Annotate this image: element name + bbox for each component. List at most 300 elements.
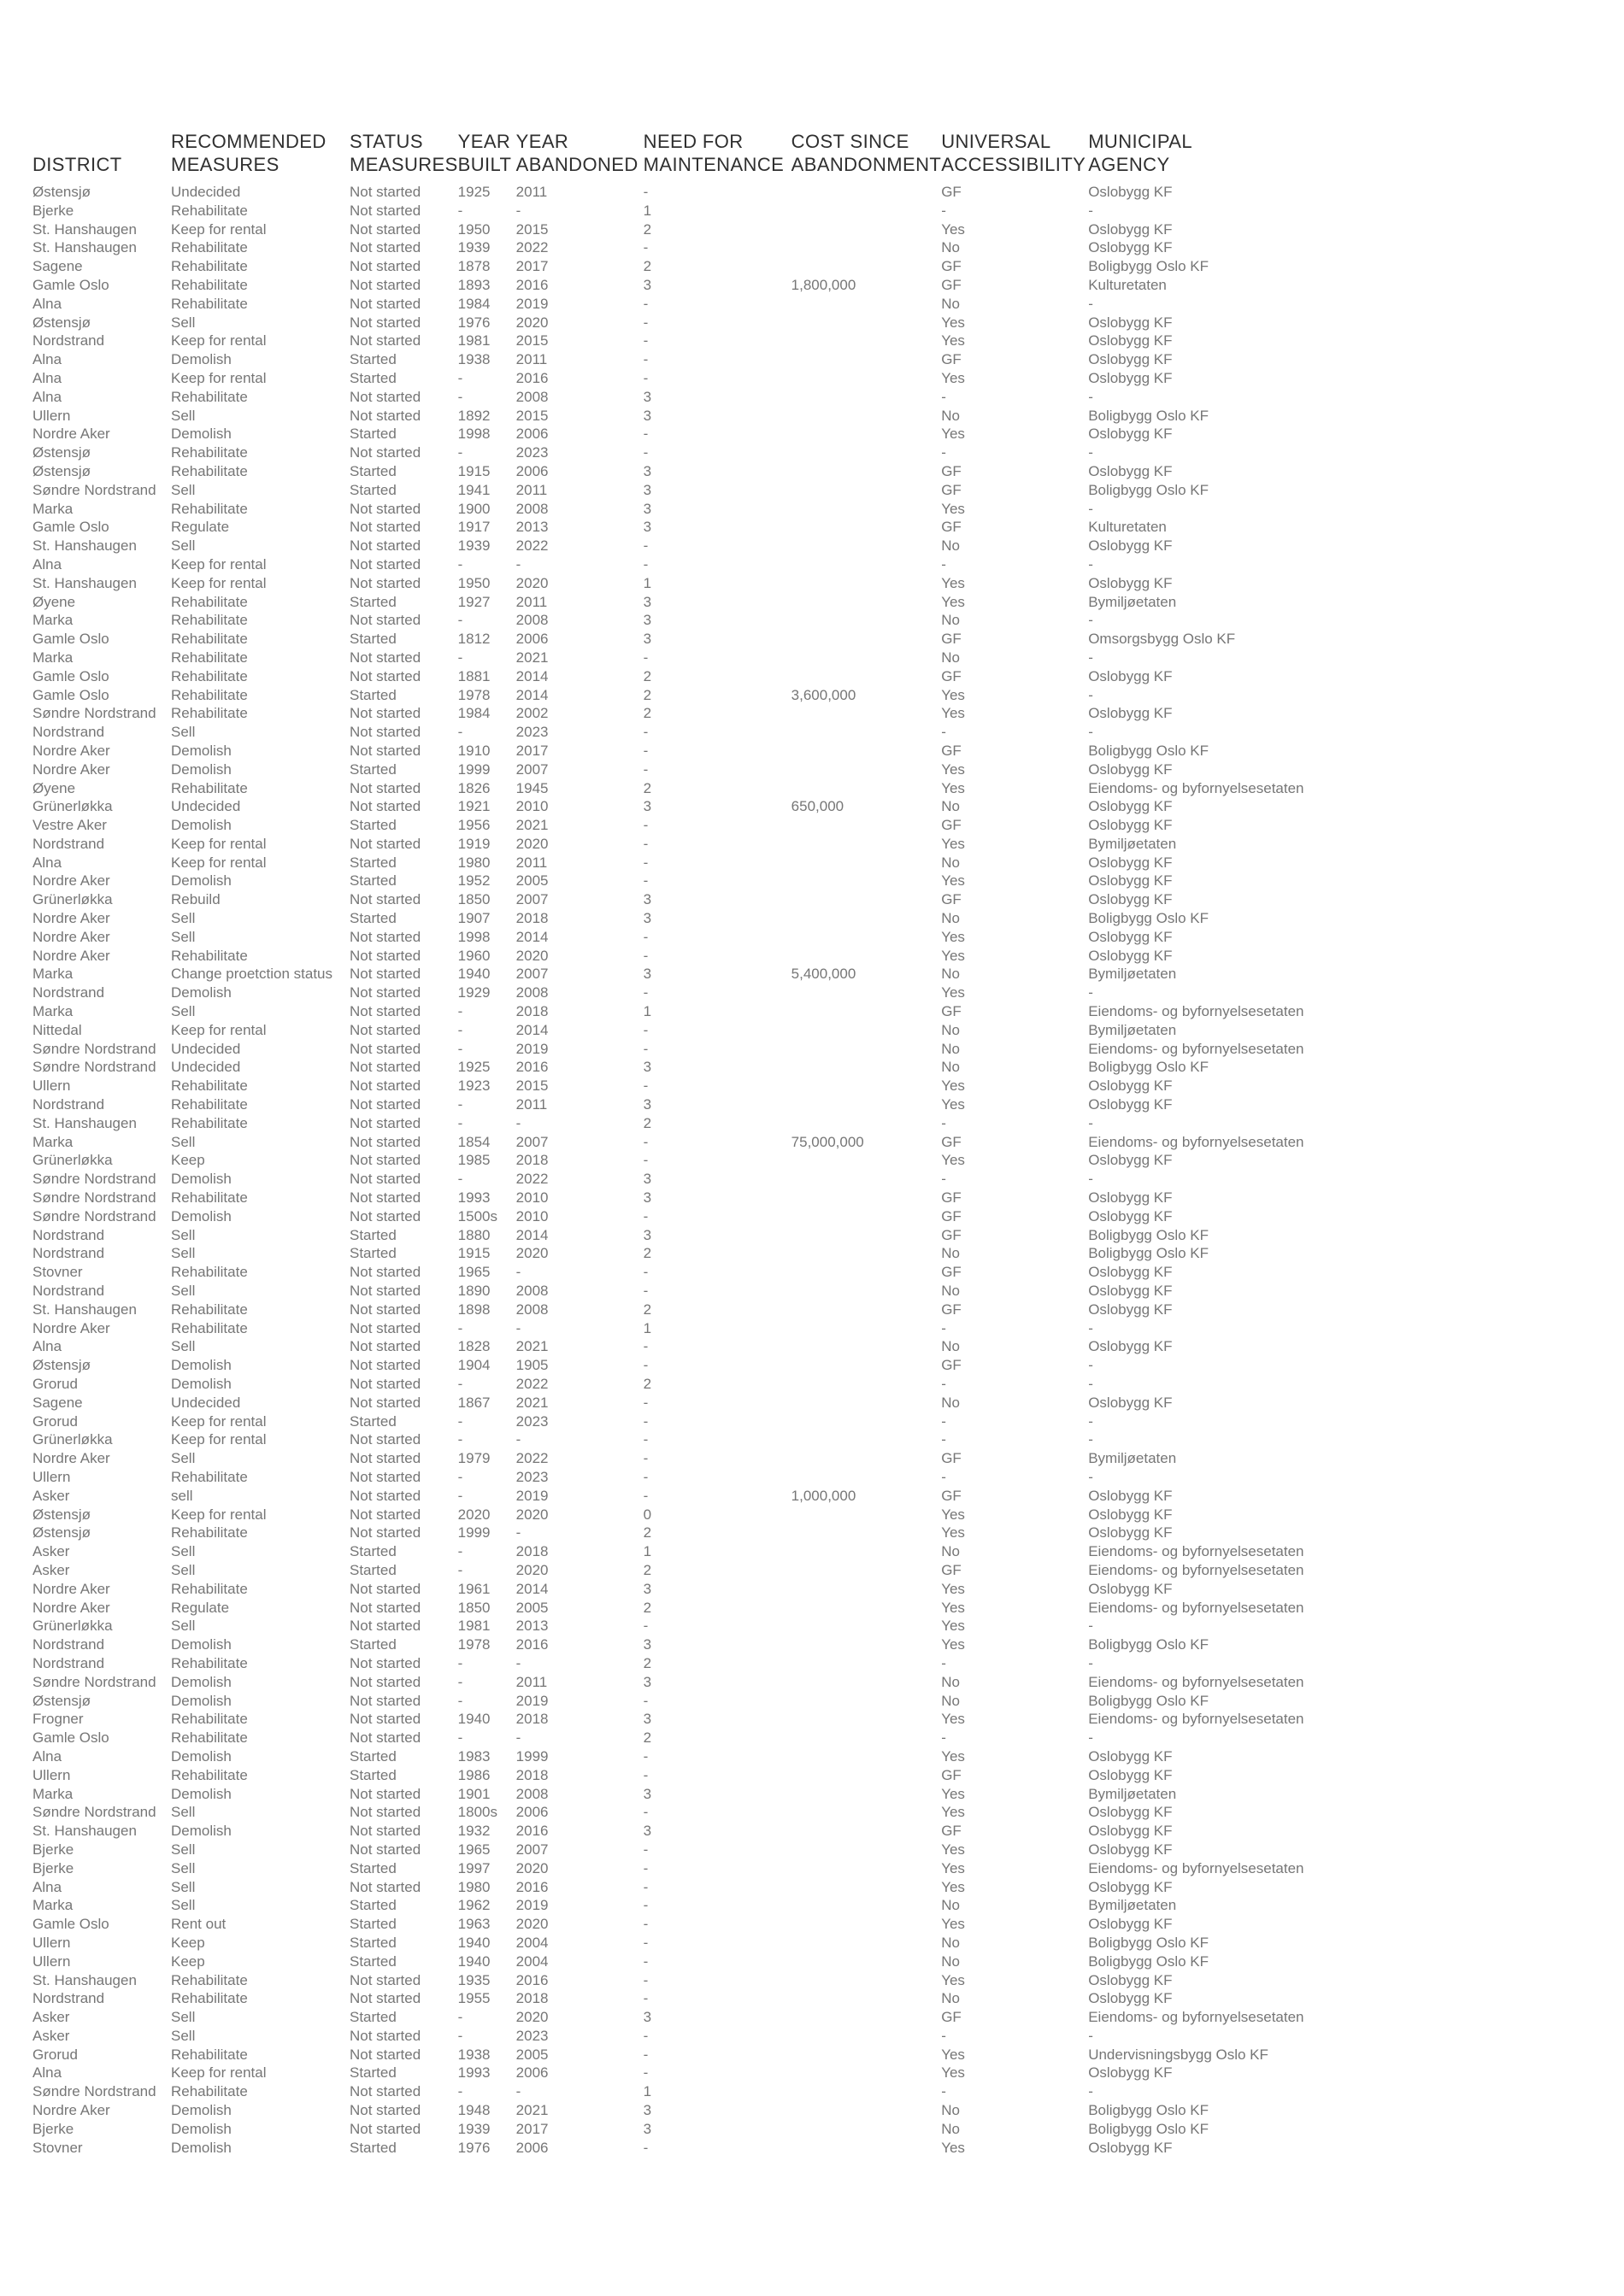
cell-municipal-agency: Oslobygg KF	[1088, 2064, 1173, 2082]
table-row	[32, 1915, 1345, 1934]
cell-cost-since-abandonment	[791, 537, 942, 555]
cell-municipal-agency: Oslobygg KF	[1088, 760, 1173, 778]
cell-need-for-maintenance: -	[643, 1841, 649, 1858]
cell-status-measures: Not started	[350, 1319, 421, 1336]
cell-recommended-measures: Rehabilitate	[171, 1711, 248, 1728]
table-row	[32, 350, 1345, 369]
cell-district: Nordre Aker	[32, 1580, 110, 1597]
cell-recommended-measures: Rehabilitate	[171, 295, 248, 312]
cell-municipal-agency: -	[1088, 202, 1093, 219]
cell-status-measures: Not started	[350, 1524, 421, 1541]
cell-year-abandoned: -	[515, 1319, 521, 1336]
cell-district: Nordstrand	[32, 724, 105, 741]
cell-need-for-maintenance: -	[643, 742, 649, 759]
cell-year-abandoned: 2020	[515, 1506, 549, 1523]
cell-recommended-measures: Sell	[171, 724, 196, 741]
cell-universal-accessibility: Yes	[941, 1711, 965, 1728]
cell-municipal-agency: Oslobygg KF	[1088, 369, 1173, 386]
cell-recommended-measures: Keep	[171, 1152, 205, 1169]
cell-cost-since-abandonment	[791, 611, 942, 630]
table-row	[32, 2008, 1345, 2027]
cell-year-abandoned: 2008	[515, 500, 549, 517]
cell-universal-accessibility: Yes	[941, 593, 965, 610]
cell-status-measures: Started	[350, 1412, 397, 1430]
cell-recommended-measures: Sell	[171, 1561, 196, 1578]
table-row	[32, 1506, 1345, 1524]
table-row	[32, 1952, 1345, 1971]
cell-status-measures: Not started	[350, 2046, 421, 2063]
table-row	[32, 630, 1345, 649]
cell-recommended-measures: Demolish	[171, 984, 232, 1001]
cell-cost-since-abandonment	[791, 518, 942, 537]
cell-municipal-agency: Boligbygg Oslo KF	[1088, 742, 1209, 759]
cell-status-measures: Not started	[350, 612, 421, 629]
cell-universal-accessibility: Yes	[941, 760, 965, 778]
cell-municipal-agency: Oslobygg KF	[1088, 2139, 1173, 2156]
table-row	[32, 500, 1345, 519]
header-line: MAINTENANCE	[643, 154, 785, 175]
cell-year-abandoned: 2008	[515, 984, 549, 1001]
cell-district: Grünerløkka	[32, 1152, 113, 1169]
cell-need-for-maintenance: -	[643, 1207, 649, 1224]
cell-municipal-agency: Oslobygg KF	[1088, 1766, 1173, 1783]
cell-cost-since-abandonment	[791, 257, 942, 276]
table-row	[32, 1971, 1345, 1990]
table-row	[32, 1002, 1345, 1021]
cell-need-for-maintenance: -	[643, 1618, 649, 1635]
cell-status-measures: Started	[350, 1859, 397, 1876]
cell-year-abandoned: 2017	[515, 2120, 549, 2137]
cell-need-for-maintenance: 2	[643, 1524, 652, 1541]
table-row	[32, 704, 1345, 723]
cell-need-for-maintenance: -	[643, 1971, 649, 1988]
cell-cost-since-abandonment	[791, 1878, 942, 1897]
cell-recommended-measures: Demolish	[171, 1747, 232, 1765]
cell-year-built: 1939	[457, 2120, 491, 2137]
cell-universal-accessibility: GF	[941, 2009, 962, 2026]
cell-year-built: 1978	[457, 686, 491, 703]
cell-municipal-agency: Oslobygg KF	[1088, 1189, 1173, 1207]
cell-district: St. Hanshaugen	[32, 1971, 137, 1988]
cell-year-built: 1867	[457, 1394, 491, 1411]
cell-cost-since-abandonment: 1,800,000	[791, 276, 856, 293]
cell-need-for-maintenance: -	[643, 835, 649, 852]
cell-year-abandoned: 2011	[515, 854, 548, 871]
table-row	[32, 1282, 1345, 1301]
table-row	[32, 1244, 1345, 1263]
cell-district: Østensjø	[32, 314, 91, 331]
cell-municipal-agency: -	[1088, 1412, 1093, 1430]
cell-cost-since-abandonment	[791, 909, 942, 928]
table-row	[32, 183, 1345, 202]
cell-universal-accessibility: Yes	[941, 2139, 965, 2156]
cell-district: Søndre Nordstrand	[32, 1171, 156, 1188]
cell-universal-accessibility: Yes	[941, 332, 965, 349]
cell-universal-accessibility: Yes	[941, 686, 965, 703]
cell-district: Grorud	[32, 1412, 78, 1430]
cell-universal-accessibility: GF	[941, 631, 962, 648]
table-row	[32, 1673, 1345, 1692]
cell-municipal-agency: Oslobygg KF	[1088, 1283, 1173, 1300]
table-row	[32, 369, 1345, 388]
table-row	[32, 1692, 1345, 1711]
cell-cost-since-abandonment	[791, 1394, 942, 1412]
cell-cost-since-abandonment	[791, 1859, 942, 1878]
cell-year-abandoned: 2017	[515, 742, 549, 759]
cell-district: Ullern	[32, 1468, 71, 1485]
cell-year-abandoned: 2006	[515, 2139, 549, 2156]
cell-district: Nordstrand	[32, 1245, 105, 1262]
cell-cost-since-abandonment	[791, 1114, 942, 1133]
cell-cost-since-abandonment	[791, 872, 942, 890]
cell-recommended-measures: Keep for rental	[171, 1021, 267, 1038]
cell-universal-accessibility: -	[941, 724, 946, 741]
cell-year-abandoned: 2015	[515, 407, 549, 424]
cell-universal-accessibility: -	[941, 2027, 946, 2044]
cell-recommended-measures: Sell	[171, 314, 196, 331]
cell-municipal-agency: Eiendoms- og byfornyelsesetaten	[1088, 1543, 1304, 1560]
cell-recommended-measures: Keep for rental	[171, 220, 267, 238]
cell-universal-accessibility: GF	[941, 1226, 962, 1243]
cell-municipal-agency: -	[1088, 295, 1093, 312]
cell-status-measures: Not started	[350, 1357, 421, 1374]
cell-year-built: 1917	[457, 519, 491, 536]
table-row	[32, 816, 1345, 835]
cell-year-abandoned: -	[515, 202, 521, 219]
cell-district: Nordstrand	[32, 984, 105, 1001]
cell-municipal-agency: -	[1088, 500, 1093, 517]
cell-status-measures: Not started	[350, 1673, 421, 1690]
cell-municipal-agency: Kulturetaten	[1088, 276, 1167, 293]
cell-district: Gamle Oslo	[32, 519, 109, 536]
cell-need-for-maintenance: -	[643, 1487, 649, 1504]
cell-municipal-agency: Oslobygg KF	[1088, 928, 1173, 945]
cell-year-built: 1985	[457, 1152, 491, 1169]
cell-year-abandoned: 2019	[515, 1487, 549, 1504]
cell-year-built: -	[457, 612, 463, 629]
cell-year-abandoned: 2011	[515, 593, 548, 610]
cell-need-for-maintenance: -	[643, 1394, 649, 1411]
cell-need-for-maintenance: -	[643, 1264, 649, 1281]
table-row	[32, 872, 1345, 890]
cell-year-abandoned: 2021	[515, 649, 549, 666]
cell-cost-since-abandonment	[791, 1337, 942, 1356]
cell-universal-accessibility: Yes	[941, 1859, 965, 1876]
cell-need-for-maintenance: 3	[643, 2102, 652, 2119]
cell-municipal-agency: Oslobygg KF	[1088, 1152, 1173, 1169]
cell-cost-since-abandonment	[791, 947, 942, 966]
cell-cost-since-abandonment	[791, 407, 942, 426]
cell-recommended-measures: Sell	[171, 1618, 196, 1635]
cell-recommended-measures: Sell	[171, 1245, 196, 1262]
table-row	[32, 574, 1345, 593]
table-row	[32, 555, 1345, 574]
cell-municipal-agency: Eiendoms- og byfornyelsesetaten	[1088, 1711, 1304, 1728]
cell-status-measures: Not started	[350, 1729, 421, 1747]
cell-year-abandoned: 2021	[515, 1338, 549, 1355]
cell-year-abandoned: 2006	[515, 631, 549, 648]
cell-year-built: 1981	[457, 332, 491, 349]
cell-universal-accessibility: Yes	[941, 426, 965, 443]
cell-municipal-agency: Bymiljøetaten	[1088, 1897, 1177, 1914]
cell-year-abandoned: 2019	[515, 295, 549, 312]
cell-status-measures: Not started	[350, 835, 421, 852]
cell-need-for-maintenance: 2	[643, 220, 652, 238]
cell-year-built: 1983	[457, 1747, 491, 1765]
cell-municipal-agency: Oslobygg KF	[1088, 1916, 1173, 1933]
cell-recommended-measures: Rehabilitate	[171, 631, 248, 648]
cell-year-abandoned: -	[515, 1524, 521, 1541]
header-recommended-measures	[171, 130, 350, 183]
cell-year-built: 1921	[457, 798, 491, 815]
cell-district: St. Hanshaugen	[32, 1301, 137, 1318]
cell-cost-since-abandonment	[791, 220, 942, 239]
cell-need-for-maintenance: -	[643, 1152, 649, 1169]
cell-year-built: 1938	[457, 2046, 491, 2063]
cell-universal-accessibility: No	[941, 1021, 960, 1038]
cell-status-measures: Not started	[350, 537, 421, 555]
cell-municipal-agency: -	[1088, 1468, 1093, 1485]
cell-district: Ullern	[32, 1078, 71, 1095]
cell-year-abandoned: 2010	[515, 798, 549, 815]
table-row	[32, 2046, 1345, 2064]
cell-need-for-maintenance: -	[643, 295, 649, 312]
cell-status-measures: Not started	[350, 1338, 421, 1355]
cell-district: Marka	[32, 1003, 74, 1020]
cell-status-measures: Not started	[350, 1003, 421, 1020]
cell-recommended-measures: Keep	[171, 1934, 205, 1951]
cell-district: Grünerløkka	[32, 1431, 113, 1448]
cell-recommended-measures: Rehabilitate	[171, 202, 248, 219]
cell-status-measures: Started	[350, 631, 397, 648]
cell-year-abandoned: -	[515, 2083, 521, 2100]
cell-cost-since-abandonment	[791, 1040, 942, 1059]
cell-cost-since-abandonment	[791, 500, 942, 519]
cell-cost-since-abandonment	[791, 183, 942, 202]
cell-universal-accessibility: No	[941, 1245, 960, 1262]
cell-recommended-measures: Sell	[171, 2027, 196, 2044]
table-header	[32, 130, 1345, 183]
cell-municipal-agency: Oslobygg KF	[1088, 891, 1173, 908]
cell-need-for-maintenance: 3	[643, 966, 652, 983]
cell-year-abandoned: 2002	[515, 705, 549, 722]
cell-recommended-measures: Rehabilitate	[171, 1766, 248, 1783]
cell-municipal-agency: Oslobygg KF	[1088, 184, 1173, 200]
cell-cost-since-abandonment	[791, 462, 942, 481]
cell-universal-accessibility: No	[941, 1934, 960, 1951]
cell-status-measures: Not started	[350, 574, 421, 591]
cell-universal-accessibility: GF	[941, 1189, 962, 1207]
cell-recommended-measures: Keep	[171, 1952, 205, 1970]
cell-municipal-agency: -	[1088, 1376, 1093, 1392]
cell-cost-since-abandonment	[791, 2027, 942, 2046]
cell-district: Alna	[32, 1747, 62, 1765]
cell-municipal-agency: Boligbygg Oslo KF	[1088, 258, 1209, 275]
table-row	[32, 276, 1345, 295]
cell-year-built: -	[457, 1319, 463, 1336]
cell-year-abandoned: 2008	[515, 1283, 549, 1300]
cell-recommended-measures: Rehabilitate	[171, 1971, 248, 1988]
cell-status-measures: Not started	[350, 500, 421, 517]
table-row	[32, 1189, 1345, 1207]
cell-status-measures: Not started	[350, 519, 421, 536]
cell-district: Øyene	[32, 593, 76, 610]
cell-district: Nordre Aker	[32, 947, 110, 964]
cell-year-built: 1939	[457, 537, 491, 555]
cell-cost-since-abandonment	[791, 2101, 942, 2120]
cell-district: Ullern	[32, 1766, 71, 1783]
cell-cost-since-abandonment	[791, 1506, 942, 1524]
cell-year-abandoned: 2006	[515, 1804, 549, 1821]
cell-cost-since-abandonment	[791, 1580, 942, 1599]
cell-need-for-maintenance: 3	[643, 1096, 652, 1113]
table-row	[32, 1337, 1345, 1356]
cell-year-abandoned: 2015	[515, 1078, 549, 1095]
cell-universal-accessibility: No	[941, 1338, 960, 1355]
table-row	[32, 202, 1345, 220]
cell-cost-since-abandonment	[791, 1822, 942, 1841]
table-row	[32, 1077, 1345, 1095]
cell-universal-accessibility: GF	[941, 1766, 962, 1783]
cell-recommended-measures: Sell	[171, 1283, 196, 1300]
table-row	[32, 723, 1345, 742]
cell-universal-accessibility: GF	[941, 519, 962, 536]
cell-year-abandoned: 2005	[515, 1599, 549, 1616]
cell-district: Søndre Nordstrand	[32, 2083, 156, 2100]
cell-year-built: -	[457, 2083, 463, 2100]
cell-cost-since-abandonment	[791, 1952, 942, 1971]
cell-municipal-agency: -	[1088, 1654, 1093, 1671]
table-row	[32, 220, 1345, 239]
cell-district: Østensjø	[32, 1692, 91, 1709]
cell-municipal-agency: Oslobygg KF	[1088, 1301, 1173, 1318]
cell-universal-accessibility: Yes	[941, 1841, 965, 1858]
cell-district: Asker	[32, 1487, 70, 1504]
cell-year-abandoned: 2021	[515, 1394, 549, 1411]
cell-municipal-agency: -	[1088, 1114, 1093, 1131]
cell-district: Sagene	[32, 258, 83, 275]
cell-universal-accessibility: -	[941, 555, 946, 573]
cell-universal-accessibility: No	[941, 612, 960, 629]
table-row	[32, 2064, 1345, 2082]
cell-district: Øyene	[32, 779, 76, 796]
cell-year-built: -	[457, 202, 463, 219]
cell-recommended-measures: Demolish	[171, 1673, 232, 1690]
cell-municipal-agency: Oslobygg KF	[1088, 1078, 1173, 1095]
cell-district: Alna	[32, 295, 62, 312]
cell-recommended-measures: Demolish	[171, 872, 232, 890]
cell-cost-since-abandonment	[791, 742, 942, 760]
cell-need-for-maintenance: 3	[643, 1580, 652, 1597]
header-line: COST SINCE	[791, 131, 909, 152]
cell-district: Alna	[32, 1338, 62, 1355]
cell-recommended-measures: Undecided	[171, 1059, 241, 1076]
cell-recommended-measures: Keep for rental	[171, 854, 267, 871]
table-row	[32, 1151, 1345, 1170]
cell-year-built: 1986	[457, 1766, 491, 1783]
table-row	[32, 388, 1345, 407]
cell-municipal-agency: -	[1088, 1729, 1093, 1747]
cell-status-measures: Started	[350, 481, 397, 498]
cell-municipal-agency: Oslobygg KF	[1088, 1338, 1173, 1355]
cell-year-built: -	[457, 2027, 463, 2044]
table-row	[32, 1561, 1345, 1580]
buildings-table-sheet	[32, 130, 1588, 2157]
cell-status-measures: Not started	[350, 1040, 421, 1057]
cell-year-abandoned: 2022	[515, 1376, 549, 1392]
cell-cost-since-abandonment	[791, 1692, 942, 1711]
cell-year-built: 1976	[457, 2139, 491, 2156]
cell-district: Nordre Aker	[32, 760, 110, 778]
cell-need-for-maintenance: 3	[643, 481, 652, 498]
table-row	[32, 1468, 1345, 1487]
cell-need-for-maintenance: 3	[643, 612, 652, 629]
cell-status-measures: Started	[350, 2009, 397, 2026]
cell-municipal-agency: Boligbygg Oslo KF	[1088, 407, 1209, 424]
cell-status-measures: Not started	[350, 724, 421, 741]
cell-universal-accessibility: GF	[941, 184, 962, 200]
cell-year-abandoned: 2005	[515, 872, 549, 890]
cell-universal-accessibility: No	[941, 1394, 960, 1411]
cell-year-built: 1850	[457, 1599, 491, 1616]
table-row	[32, 1859, 1345, 1878]
cell-cost-since-abandonment	[791, 1356, 942, 1375]
cell-need-for-maintenance: 3	[643, 1785, 652, 1802]
cell-universal-accessibility: No	[941, 1059, 960, 1076]
cell-cost-since-abandonment	[791, 1542, 942, 1561]
cell-universal-accessibility: No	[941, 1692, 960, 1709]
cell-municipal-agency: Oslobygg KF	[1088, 220, 1173, 238]
table-row	[32, 1803, 1345, 1822]
cell-need-for-maintenance: -	[643, 351, 649, 368]
cell-year-abandoned: 2022	[515, 1171, 549, 1188]
cell-status-measures: Started	[350, 1561, 397, 1578]
cell-need-for-maintenance: -	[643, 1692, 649, 1709]
cell-district: Marka	[32, 612, 74, 629]
header-line: UNIVERSAL	[941, 131, 1051, 152]
cell-district: Østensjø	[32, 1506, 91, 1523]
cell-municipal-agency: -	[1088, 984, 1093, 1001]
cell-universal-accessibility: GF	[941, 481, 962, 498]
cell-cost-since-abandonment	[791, 202, 942, 220]
cell-status-measures: Not started	[350, 276, 421, 293]
cell-recommended-measures: Rehabilitate	[171, 612, 248, 629]
cell-universal-accessibility: GF	[941, 1357, 962, 1374]
cell-status-measures: Not started	[350, 667, 421, 684]
header-line: BUILT	[457, 154, 512, 175]
table-row	[32, 462, 1345, 481]
header-line: NEED FOR	[643, 131, 744, 152]
cell-cost-since-abandonment	[791, 1263, 942, 1282]
cell-year-built: 1984	[457, 705, 491, 722]
cell-status-measures: Not started	[350, 1078, 421, 1095]
table-row	[32, 1524, 1345, 1542]
cell-district: Østensjø	[32, 462, 91, 479]
cell-status-measures: Not started	[350, 1599, 421, 1616]
cell-year-abandoned: 2011	[515, 1096, 548, 1113]
cell-year-abandoned: 2019	[515, 1040, 549, 1057]
table-row	[32, 1207, 1345, 1226]
cell-year-built: 1890	[457, 1283, 491, 1300]
cell-universal-accessibility: Yes	[941, 872, 965, 890]
cell-year-built: 1981	[457, 1618, 491, 1635]
cell-need-for-maintenance: -	[643, 1766, 649, 1783]
cell-status-measures: Started	[350, 1245, 397, 1262]
cell-need-for-maintenance: 3	[643, 276, 652, 293]
cell-need-for-maintenance: -	[643, 760, 649, 778]
cell-universal-accessibility: GF	[941, 667, 962, 684]
cell-cost-since-abandonment	[791, 2064, 942, 2082]
